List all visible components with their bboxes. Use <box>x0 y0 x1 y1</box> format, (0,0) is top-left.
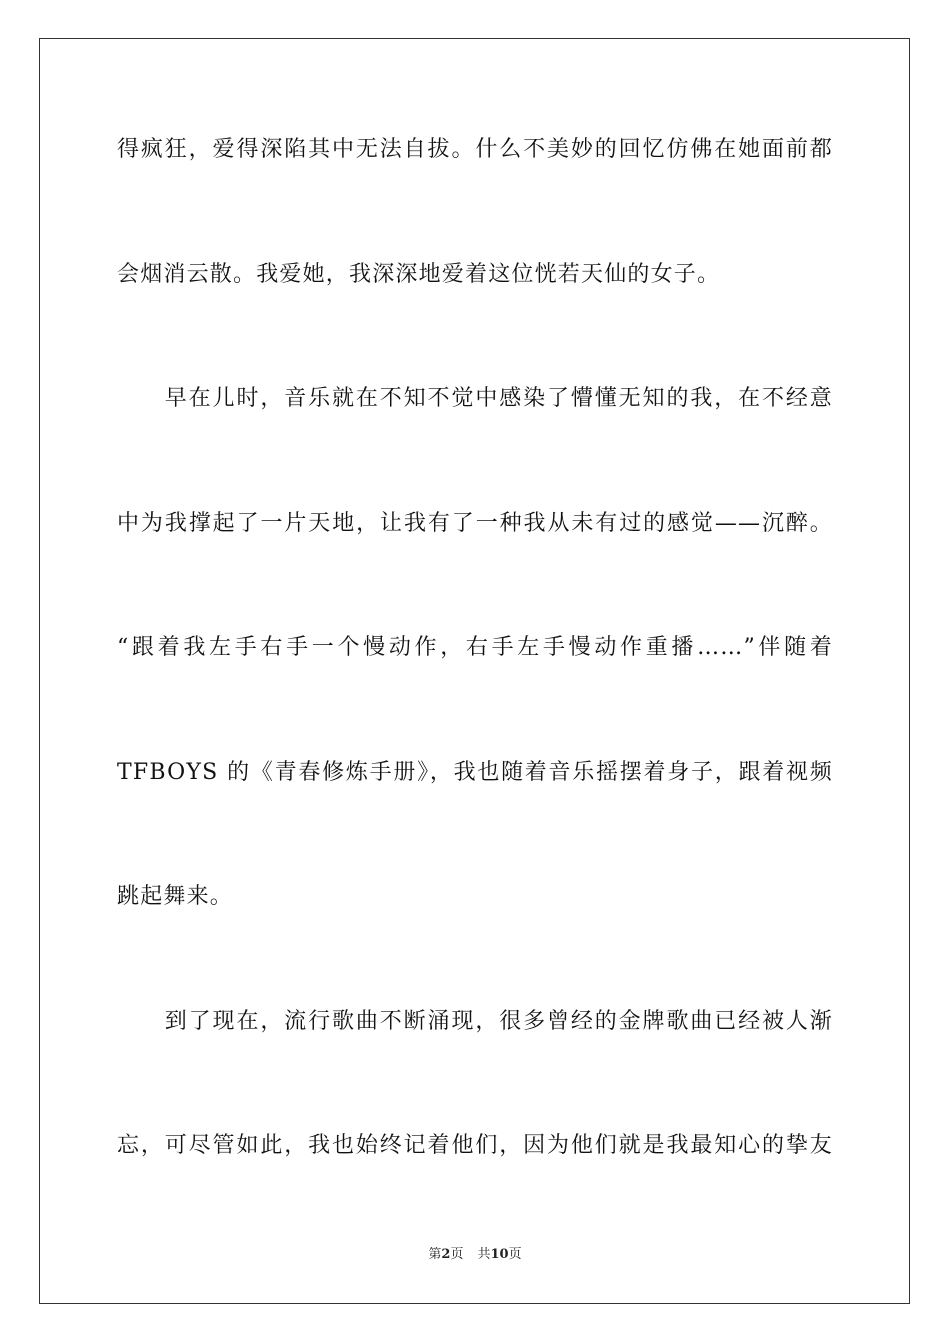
text-line-7: 跳起舞来。 <box>117 884 234 909</box>
total-label-prefix: 共 <box>477 1247 491 1262</box>
text-line-1: 得疯狂，爱得深陷其中无法自拔。什么不美妙的回忆仿佛在她面前都 <box>117 137 833 162</box>
page-label-suffix: 页 <box>450 1247 464 1262</box>
text-line-9: 忘，可尽管如此，我也始终记着他们，因为他们就是我最知心的挚友 <box>117 1133 833 1158</box>
text-line-8: 到了现在，流行歌曲不断涌现，很多曾经的金牌歌曲已经被人渐 <box>117 1009 833 1034</box>
text-line-3: 早在儿时，音乐就在不知不觉中感染了懵懂无知的我，在不经意 <box>117 386 833 411</box>
page-label-prefix: 第 <box>428 1247 442 1262</box>
text-line-4: 中为我撑起了一片天地，让我有了一种我从未有过的感觉——沉醉。 <box>117 511 833 536</box>
page-footer <box>0 1246 950 1264</box>
page-number: 2 <box>441 1247 451 1262</box>
total-pages: 10 <box>490 1247 509 1262</box>
text-line-6: TFBOYS 的《青春修炼手册》，我也随着音乐摇摆着身子，跟着视频 <box>117 760 833 785</box>
text-line-2: 会烟消云散。我爱她，我深深地爱着这位恍若天仙的女子。 <box>117 262 721 287</box>
page-border <box>39 38 910 1304</box>
text-line-5: “跟着我左手右手一个慢动作，右手左手慢动作重播……”伴随着 <box>117 635 833 660</box>
total-label-suffix: 页 <box>508 1247 522 1262</box>
